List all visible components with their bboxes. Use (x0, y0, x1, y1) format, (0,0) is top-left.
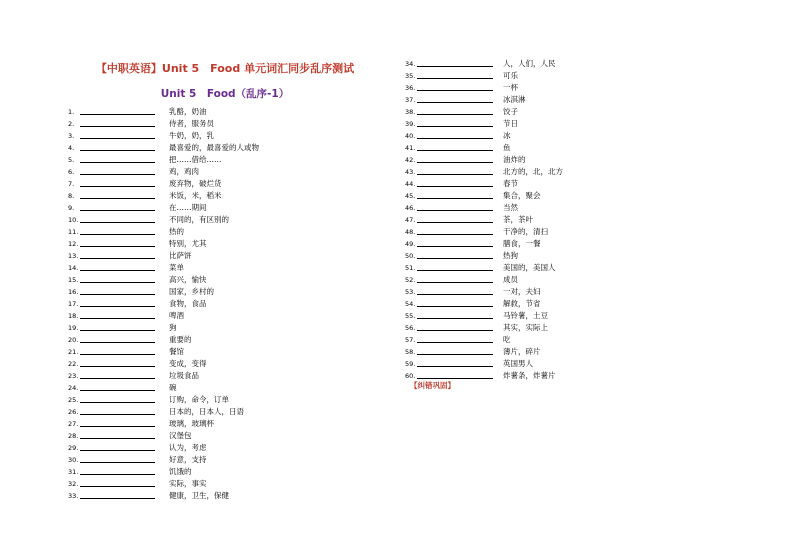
chinese-meaning: 冰淇淋 (503, 95, 526, 104)
chinese-meaning: 健康，卫生，保健 (169, 491, 229, 500)
chinese-meaning: 茶，茶叶 (503, 215, 533, 224)
vocab-row (68, 176, 259, 188)
chinese-meaning: 牛奶，奶，乳 (169, 131, 214, 140)
vocab-row (68, 188, 259, 200)
chinese-meaning: 热狗 (503, 251, 518, 260)
vocab-row (68, 452, 259, 464)
item-number: 4. (68, 144, 75, 152)
vocab-row (405, 248, 563, 260)
item-number: 2. (68, 120, 75, 128)
answer-blank[interactable] (80, 143, 155, 151)
chinese-meaning: 一杯 (503, 83, 518, 92)
chinese-meaning: 重要的 (169, 335, 192, 344)
chinese-meaning: 节日 (503, 119, 518, 128)
vocab-row (68, 356, 259, 368)
chinese-meaning: 餐馆 (169, 347, 184, 356)
answer-blank[interactable] (417, 371, 493, 379)
chinese-meaning: 订购，命令，订单 (169, 395, 229, 404)
item-number: 19. (68, 324, 79, 332)
answer-blank[interactable] (417, 239, 493, 247)
vocab-row (68, 368, 259, 380)
chinese-meaning: 垃圾食品 (169, 371, 199, 380)
answer-blank[interactable] (80, 227, 155, 235)
chinese-meaning: 美国的，美国人 (503, 263, 556, 272)
vocab-row (405, 92, 563, 104)
chinese-meaning: 碗 (169, 383, 177, 392)
chinese-meaning: 菜单 (169, 263, 184, 272)
item-number: 29. (68, 444, 79, 452)
chinese-meaning: 废弃物，破烂货 (169, 179, 222, 188)
answer-blank[interactable] (80, 203, 155, 211)
vocab-row (405, 368, 563, 380)
item-number: 49. (405, 240, 416, 248)
item-number: 42. (405, 156, 416, 164)
answer-blank[interactable] (80, 419, 155, 427)
vocab-row (68, 404, 259, 416)
chinese-meaning: 马铃薯，土豆 (503, 311, 548, 320)
vocab-row (405, 308, 563, 320)
page-subtitle: Unit 5 Food（乱序-1） (160, 88, 290, 100)
answer-blank[interactable] (417, 299, 493, 307)
item-number: 38. (405, 108, 416, 116)
item-number: 51. (405, 264, 416, 272)
answer-blank[interactable] (80, 383, 155, 391)
answer-blank[interactable] (417, 227, 493, 235)
vocab-row (405, 344, 563, 356)
vocab-row (68, 236, 259, 248)
item-number: 9. (68, 204, 75, 212)
item-number: 59. (405, 360, 416, 368)
answer-blank[interactable] (417, 59, 493, 67)
item-number: 37. (405, 96, 416, 104)
answer-blank[interactable] (80, 311, 155, 319)
vocab-row (68, 152, 259, 164)
vocab-row (68, 428, 259, 440)
item-number: 21. (68, 348, 79, 356)
answer-blank[interactable] (80, 107, 155, 115)
vocab-row (405, 104, 563, 116)
item-number: 43. (405, 168, 416, 176)
item-number: 60. (405, 372, 416, 380)
vocab-row (68, 488, 259, 500)
answer-blank[interactable] (417, 179, 493, 187)
chinese-meaning: 饺子 (503, 107, 518, 116)
chinese-meaning: 玻璃，玻璃杯 (169, 419, 214, 428)
chinese-meaning: 饥饿的 (169, 467, 192, 476)
answer-blank[interactable] (417, 191, 493, 199)
answer-blank[interactable] (417, 167, 493, 175)
answer-blank[interactable] (80, 407, 155, 415)
vocab-row (405, 176, 563, 188)
vocab-row (405, 116, 563, 128)
left-vocab-column (68, 104, 259, 500)
item-number: 58. (405, 348, 416, 356)
item-number: 5. (68, 156, 75, 164)
chinese-meaning: 国家，乡村的 (169, 287, 214, 296)
answer-blank[interactable] (417, 347, 493, 355)
error-correction-label: 【纠错巩固】 (410, 381, 455, 390)
vocab-row (68, 104, 259, 116)
item-number: 3. (68, 132, 75, 140)
vocab-row (68, 116, 259, 128)
item-number: 26. (68, 408, 79, 416)
item-number: 30. (68, 456, 79, 464)
answer-blank[interactable] (80, 167, 155, 175)
chinese-meaning: 乳酪，奶油 (169, 107, 207, 116)
item-number: 11. (68, 228, 79, 236)
answer-blank[interactable] (80, 215, 155, 223)
vocab-row (68, 296, 259, 308)
answer-blank[interactable] (417, 335, 493, 343)
item-number: 15. (68, 276, 79, 284)
vocab-row (405, 236, 563, 248)
vocab-row (68, 308, 259, 320)
item-number: 28. (68, 432, 79, 440)
vocab-row (68, 440, 259, 452)
item-number: 27. (68, 420, 79, 428)
chinese-meaning: 狗 (169, 323, 177, 332)
vocab-row (405, 188, 563, 200)
vocab-row (405, 140, 563, 152)
item-number: 44. (405, 180, 416, 188)
answer-blank[interactable] (417, 155, 493, 163)
chinese-meaning: 高兴，愉快 (169, 275, 207, 284)
vocab-row (405, 284, 563, 296)
vocab-row (68, 272, 259, 284)
chinese-meaning: 变成，变得 (169, 359, 207, 368)
item-number: 31. (68, 468, 79, 476)
item-number: 39. (405, 120, 416, 128)
chinese-meaning: 米饭，米，稻米 (169, 191, 222, 200)
answer-blank[interactable] (80, 335, 155, 343)
chinese-meaning: 吃 (503, 335, 511, 344)
item-number: 1. (68, 108, 75, 116)
chinese-meaning: 膳食，一餐 (503, 239, 541, 248)
vocab-row (405, 224, 563, 236)
answer-blank[interactable] (417, 359, 493, 367)
chinese-meaning: 人，人们，人民 (503, 59, 556, 68)
chinese-meaning: 把……借给…… (169, 155, 222, 164)
vocab-row (405, 68, 563, 80)
chinese-meaning: 集合，聚会 (503, 191, 541, 200)
chinese-meaning: 鱼 (503, 143, 511, 152)
vocab-row (68, 248, 259, 260)
answer-blank[interactable] (80, 395, 155, 403)
chinese-meaning: 其实，实际上 (503, 323, 548, 332)
item-number: 46. (405, 204, 416, 212)
chinese-meaning: 汉堡包 (169, 431, 192, 440)
chinese-meaning: 薄片，碎片 (503, 347, 541, 356)
chinese-meaning: 热的 (169, 227, 184, 236)
vocab-row (68, 224, 259, 236)
answer-blank[interactable] (80, 239, 155, 247)
answer-blank[interactable] (80, 287, 155, 295)
item-number: 12. (68, 240, 79, 248)
answer-blank[interactable] (417, 131, 493, 139)
vocab-row (68, 212, 259, 224)
vocab-row (68, 128, 259, 140)
chinese-meaning: 油炸的 (503, 155, 526, 164)
chinese-meaning: 春节 (503, 179, 518, 188)
answer-blank[interactable] (417, 143, 493, 151)
answer-blank[interactable] (80, 491, 155, 499)
answer-blank[interactable] (417, 203, 493, 211)
answer-blank[interactable] (80, 155, 155, 163)
chinese-meaning: 可乐 (503, 71, 518, 80)
vocab-row (68, 140, 259, 152)
answer-blank[interactable] (80, 251, 155, 259)
chinese-meaning: 解救，节省 (503, 299, 541, 308)
vocab-row (68, 164, 259, 176)
item-number: 18. (68, 312, 79, 320)
vocab-row (405, 296, 563, 308)
answer-blank[interactable] (80, 347, 155, 355)
item-number: 50. (405, 252, 416, 260)
answer-blank[interactable] (80, 131, 155, 139)
answer-blank[interactable] (80, 455, 155, 463)
vocab-row (405, 332, 563, 344)
answer-blank[interactable] (417, 107, 493, 115)
vocab-row (68, 344, 259, 356)
vocab-row (405, 320, 563, 332)
answer-blank[interactable] (80, 179, 155, 187)
item-number: 56. (405, 324, 416, 332)
item-number: 16. (68, 288, 79, 296)
answer-blank[interactable] (80, 299, 155, 307)
answer-blank[interactable] (80, 443, 155, 451)
chinese-meaning: 英国男人 (503, 359, 533, 368)
page-title: 【中职英语】Unit 5 Food 单元词汇同步乱序测试 (95, 62, 355, 75)
item-number: 35. (405, 72, 416, 80)
vocab-row (405, 128, 563, 140)
chinese-meaning: 实际，事实 (169, 479, 207, 488)
item-number: 36. (405, 84, 416, 92)
chinese-meaning: 认为，考虑 (169, 443, 207, 452)
item-number: 57. (405, 336, 416, 344)
chinese-meaning: 不同的，有区别的 (169, 215, 229, 224)
item-number: 48. (405, 228, 416, 236)
item-number: 14. (68, 264, 79, 272)
answer-blank[interactable] (80, 275, 155, 283)
item-number: 17. (68, 300, 79, 308)
answer-blank[interactable] (80, 263, 155, 271)
answer-blank[interactable] (417, 71, 493, 79)
answer-blank[interactable] (417, 275, 493, 283)
item-number: 45. (405, 192, 416, 200)
chinese-meaning: 特别，尤其 (169, 239, 207, 248)
chinese-meaning: 好意，支持 (169, 455, 207, 464)
answer-blank[interactable] (80, 467, 155, 475)
chinese-meaning: 最喜爱的，最喜爱的人或物 (169, 143, 259, 152)
answer-blank[interactable] (80, 119, 155, 127)
answer-blank[interactable] (80, 359, 155, 367)
vocab-row (68, 260, 259, 272)
chinese-meaning: 成员 (503, 275, 518, 284)
item-number: 32. (68, 480, 79, 488)
answer-blank[interactable] (417, 287, 493, 295)
item-number: 7. (68, 180, 75, 188)
item-number: 10. (68, 216, 79, 224)
answer-blank[interactable] (417, 83, 493, 91)
chinese-meaning: 侍者，服务员 (169, 119, 214, 128)
item-number: 47. (405, 216, 416, 224)
vocab-row (405, 164, 563, 176)
chinese-meaning: 啤酒 (169, 311, 184, 320)
item-number: 41. (405, 144, 416, 152)
item-number: 8. (68, 192, 75, 200)
vocab-row (68, 464, 259, 476)
item-number: 55. (405, 312, 416, 320)
vocab-row (405, 200, 563, 212)
answer-blank[interactable] (80, 323, 155, 331)
vocab-row (68, 320, 259, 332)
vocab-row (405, 356, 563, 368)
vocab-row (68, 332, 259, 344)
item-number: 34. (405, 60, 416, 68)
vocab-row (68, 416, 259, 428)
answer-blank[interactable] (417, 119, 493, 127)
vocab-row (405, 272, 563, 284)
vocab-row (405, 56, 563, 68)
chinese-meaning: 一对，夫妇 (503, 287, 541, 296)
answer-blank[interactable] (80, 191, 155, 199)
vocab-row (68, 200, 259, 212)
item-number: 25. (68, 396, 79, 404)
vocab-row (68, 476, 259, 488)
chinese-meaning: 当然 (503, 203, 518, 212)
item-number: 54. (405, 300, 416, 308)
item-number: 24. (68, 384, 79, 392)
answer-blank[interactable] (417, 215, 493, 223)
answer-blank[interactable] (417, 251, 493, 259)
vocab-row (68, 380, 259, 392)
answer-blank[interactable] (417, 323, 493, 331)
item-number: 13. (68, 252, 79, 260)
answer-blank[interactable] (80, 371, 155, 379)
answer-blank[interactable] (80, 431, 155, 439)
item-number: 23. (68, 372, 79, 380)
vocab-row (405, 152, 563, 164)
item-number: 52. (405, 276, 416, 284)
answer-blank[interactable] (80, 479, 155, 487)
chinese-meaning: 冰 (503, 131, 511, 140)
answer-blank[interactable] (417, 311, 493, 319)
chinese-meaning: 在……期间 (169, 203, 207, 212)
chinese-meaning: 日本的，日本人，日语 (169, 407, 244, 416)
chinese-meaning: 炸薯条，炸薯片 (503, 371, 556, 380)
item-number: 33. (68, 492, 79, 500)
vocab-row (68, 392, 259, 404)
right-vocab-column (405, 56, 563, 380)
vocab-row (405, 260, 563, 272)
chinese-meaning: 鸡，鸡肉 (169, 167, 199, 176)
vocab-row (405, 80, 563, 92)
chinese-meaning: 干净的，清扫 (503, 227, 548, 236)
item-number: 6. (68, 168, 75, 176)
chinese-meaning: 比萨饼 (169, 251, 192, 260)
chinese-meaning: 食物，食品 (169, 299, 207, 308)
item-number: 40. (405, 132, 416, 140)
vocab-row (68, 284, 259, 296)
chinese-meaning: 北方的，北，北方 (503, 167, 563, 176)
answer-blank[interactable] (417, 263, 493, 271)
item-number: 20. (68, 336, 79, 344)
item-number: 53. (405, 288, 416, 296)
item-number: 22. (68, 360, 79, 368)
answer-blank[interactable] (417, 95, 493, 103)
vocab-row (405, 212, 563, 224)
